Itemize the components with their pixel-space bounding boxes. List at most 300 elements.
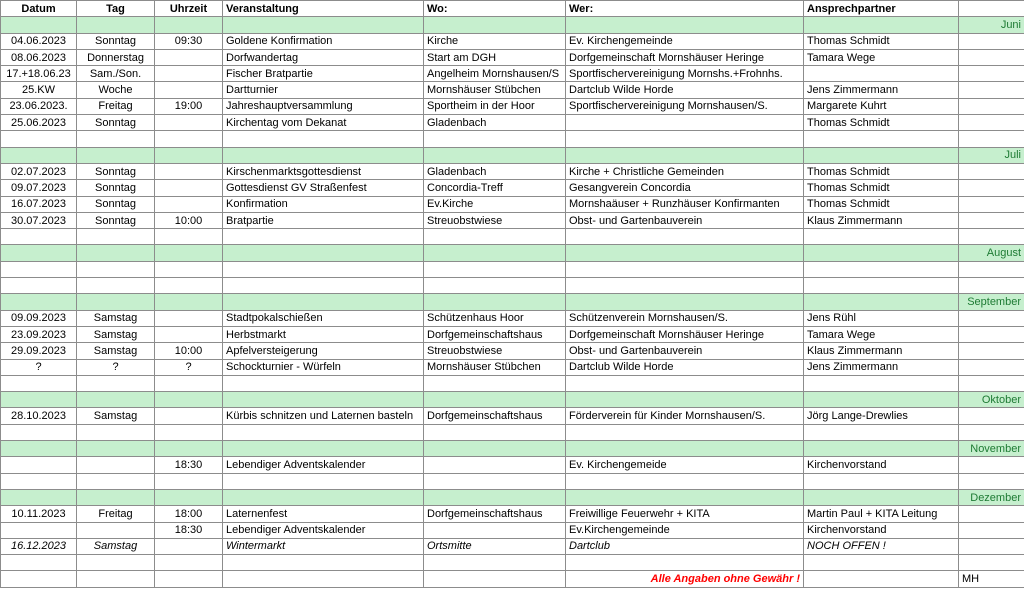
table-cell[interactable] bbox=[959, 115, 1024, 131]
table-cell[interactable]: Sportfischervereinigung Mornshausen/S. bbox=[566, 98, 804, 114]
table-cell[interactable] bbox=[804, 147, 959, 163]
table-cell[interactable]: 17.+18.06.23 bbox=[1, 66, 77, 82]
table-cell[interactable] bbox=[566, 229, 804, 245]
table-cell[interactable]: Schützenverein Mornshausen/S. bbox=[566, 310, 804, 326]
table-cell[interactable]: Thomas Schmidt bbox=[804, 196, 959, 212]
table-cell[interactable] bbox=[77, 522, 155, 538]
table-row bbox=[1, 538, 1024, 554]
table-cell[interactable]: Sonntag bbox=[77, 163, 155, 179]
table-cell[interactable] bbox=[959, 375, 1024, 391]
table-cell[interactable]: 09.09.2023 bbox=[1, 310, 77, 326]
table-row bbox=[1, 66, 1024, 82]
table-cell[interactable] bbox=[959, 408, 1024, 424]
table-cell[interactable]: 30.07.2023 bbox=[1, 212, 77, 228]
table-cell[interactable]: Martin Paul + KITA Leitung bbox=[804, 506, 959, 522]
table-cell[interactable]: 09.07.2023 bbox=[1, 180, 77, 196]
table-cell[interactable]: Fischer Bratpartie bbox=[223, 66, 424, 82]
header-uhrzeit[interactable]: Uhrzeit bbox=[155, 1, 223, 17]
table-cell[interactable] bbox=[77, 489, 155, 505]
table-cell[interactable]: Stadtpokalschießen bbox=[223, 310, 424, 326]
table-cell[interactable]: Thomas Schmidt bbox=[804, 33, 959, 49]
table-cell[interactable]: Gladenbach bbox=[424, 163, 566, 179]
table-cell[interactable] bbox=[1, 375, 77, 391]
table-cell[interactable] bbox=[155, 571, 223, 587]
table-cell[interactable] bbox=[155, 278, 223, 294]
table-cell[interactable] bbox=[77, 229, 155, 245]
table-cell[interactable] bbox=[566, 375, 804, 391]
table-cell[interactable]: Kirchentag vom Dekanat bbox=[223, 115, 424, 131]
table-cell[interactable]: Klaus Zimmermann bbox=[804, 343, 959, 359]
table-cell[interactable]: Obst- und Gartenbauverein bbox=[566, 343, 804, 359]
table-cell[interactable] bbox=[804, 294, 959, 310]
table-cell[interactable] bbox=[223, 441, 424, 457]
table-cell[interactable] bbox=[424, 473, 566, 489]
table-cell[interactable]: 10.11.2023 bbox=[1, 506, 77, 522]
table-cell[interactable] bbox=[77, 555, 155, 571]
table-cell[interactable] bbox=[804, 392, 959, 408]
table-cell[interactable]: Dorfgemeinschaft Mornshäuser Heringe bbox=[566, 326, 804, 342]
table-cell[interactable] bbox=[77, 375, 155, 391]
table-cell[interactable]: Sportfischervereinigung Mornshs.+Frohnhs. bbox=[566, 66, 804, 82]
table-cell[interactable] bbox=[424, 392, 566, 408]
table-cell[interactable]: Tamara Wege bbox=[804, 49, 959, 65]
table-cell[interactable]: NOCH OFFEN ! bbox=[804, 538, 959, 554]
table-cell[interactable] bbox=[959, 131, 1024, 147]
table-cell[interactable]: Jahreshauptversammlung bbox=[223, 98, 424, 114]
table-cell[interactable] bbox=[1, 555, 77, 571]
header-ansprechpartner[interactable]: Ansprechpartner bbox=[804, 1, 959, 17]
header-row bbox=[1, 1, 1024, 17]
author-initials[interactable]: MH bbox=[959, 571, 1024, 587]
table-cell[interactable] bbox=[566, 245, 804, 261]
table-cell[interactable]: Jörg Lange-Drewlies bbox=[804, 408, 959, 424]
table-cell[interactable] bbox=[223, 571, 424, 587]
table-cell[interactable]: Ev.Kirchengemeinde bbox=[566, 522, 804, 538]
table-cell[interactable] bbox=[155, 245, 223, 261]
header-veranstaltung[interactable]: Veranstaltung bbox=[223, 1, 424, 17]
table-cell[interactable] bbox=[424, 522, 566, 538]
table-cell[interactable] bbox=[77, 457, 155, 473]
table-cell[interactable]: 25.KW bbox=[1, 82, 77, 98]
table-cell[interactable]: Thomas Schmidt bbox=[804, 180, 959, 196]
table-cell[interactable] bbox=[77, 441, 155, 457]
table-cell[interactable]: ? bbox=[155, 359, 223, 375]
table-cell[interactable] bbox=[804, 229, 959, 245]
table-cell[interactable]: Dartclub Wilde Horde bbox=[566, 359, 804, 375]
table-cell[interactable] bbox=[155, 17, 223, 33]
month-label[interactable]: Dezember bbox=[959, 489, 1024, 505]
table-cell[interactable] bbox=[804, 375, 959, 391]
table-cell[interactable]: 02.07.2023 bbox=[1, 163, 77, 179]
table-cell[interactable] bbox=[1, 522, 77, 538]
table-cell[interactable]: Dartclub Wilde Horde bbox=[566, 82, 804, 98]
table-cell[interactable] bbox=[223, 473, 424, 489]
table-cell[interactable]: Dorfwandertag bbox=[223, 49, 424, 65]
table-cell[interactable]: Herbstmarkt bbox=[223, 326, 424, 342]
table-cell[interactable] bbox=[424, 229, 566, 245]
table-cell[interactable] bbox=[223, 489, 424, 505]
table-cell[interactable]: Gesangverein Concordia bbox=[566, 180, 804, 196]
table-cell[interactable]: Ev. Kirchengemeide bbox=[566, 457, 804, 473]
table-cell[interactable] bbox=[959, 506, 1024, 522]
table-cell[interactable] bbox=[155, 408, 223, 424]
table-cell[interactable] bbox=[959, 326, 1024, 342]
table-cell[interactable] bbox=[959, 229, 1024, 245]
table-cell[interactable] bbox=[223, 229, 424, 245]
table-cell[interactable] bbox=[155, 261, 223, 277]
table-cell[interactable]: 18:00 bbox=[155, 506, 223, 522]
table-cell[interactable] bbox=[959, 310, 1024, 326]
table-cell[interactable]: Sonntag bbox=[77, 33, 155, 49]
table-cell[interactable] bbox=[804, 278, 959, 294]
table-cell[interactable]: Sonntag bbox=[77, 196, 155, 212]
table-cell[interactable] bbox=[959, 49, 1024, 65]
table-cell[interactable] bbox=[566, 392, 804, 408]
table-cell[interactable] bbox=[223, 375, 424, 391]
table-cell[interactable] bbox=[566, 278, 804, 294]
disclaimer-text[interactable]: Alle Angaben ohne Gewähr ! bbox=[566, 571, 804, 587]
table-cell[interactable] bbox=[424, 147, 566, 163]
table-cell[interactable] bbox=[223, 245, 424, 261]
table-cell[interactable] bbox=[959, 522, 1024, 538]
table-cell[interactable] bbox=[804, 245, 959, 261]
table-cell[interactable] bbox=[959, 261, 1024, 277]
table-cell[interactable]: 10:00 bbox=[155, 343, 223, 359]
table-cell[interactable]: 19:00 bbox=[155, 98, 223, 114]
table-cell[interactable]: 29.09.2023 bbox=[1, 343, 77, 359]
table-cell[interactable]: Jens Zimmermann bbox=[804, 359, 959, 375]
table-cell[interactable] bbox=[566, 147, 804, 163]
table-cell[interactable]: Sonntag bbox=[77, 115, 155, 131]
table-cell[interactable]: Konfirmation bbox=[223, 196, 424, 212]
table-cell[interactable]: Dorfgemeinschaftshaus bbox=[424, 408, 566, 424]
table-cell[interactable] bbox=[1, 571, 77, 587]
table-cell[interactable] bbox=[155, 294, 223, 310]
table-cell[interactable]: Sam./Son. bbox=[77, 66, 155, 82]
table-cell[interactable] bbox=[424, 424, 566, 440]
table-cell[interactable] bbox=[155, 196, 223, 212]
table-cell[interactable]: Kirchenvorstand bbox=[804, 522, 959, 538]
table-cell[interactable] bbox=[959, 343, 1024, 359]
table-cell[interactable]: 25.06.2023 bbox=[1, 115, 77, 131]
table-cell[interactable] bbox=[804, 17, 959, 33]
table-cell[interactable]: ? bbox=[77, 359, 155, 375]
table-cell[interactable] bbox=[959, 473, 1024, 489]
table-cell[interactable] bbox=[77, 245, 155, 261]
table-cell[interactable]: Dorfgemeinschaftshaus bbox=[424, 326, 566, 342]
table-cell[interactable]: Wintermarkt bbox=[223, 538, 424, 554]
table-cell[interactable] bbox=[566, 261, 804, 277]
table-cell[interactable]: Klaus Zimmermann bbox=[804, 212, 959, 228]
header-extra[interactable] bbox=[959, 1, 1024, 17]
table-cell[interactable]: Ev.Kirche bbox=[424, 196, 566, 212]
table-cell[interactable] bbox=[804, 555, 959, 571]
table-cell[interactable] bbox=[424, 375, 566, 391]
table-cell[interactable]: Streuobstwiese bbox=[424, 212, 566, 228]
table-cell[interactable] bbox=[155, 66, 223, 82]
table-cell[interactable] bbox=[959, 278, 1024, 294]
table-cell[interactable] bbox=[223, 392, 424, 408]
table-cell[interactable] bbox=[1, 278, 77, 294]
table-cell[interactable]: Dorfgemeinschaftshaus bbox=[424, 506, 566, 522]
table-body bbox=[1, 17, 1024, 587]
table-cell[interactable] bbox=[424, 261, 566, 277]
table-cell[interactable] bbox=[155, 310, 223, 326]
table-cell[interactable] bbox=[1, 392, 77, 408]
table-cell[interactable]: Samstag bbox=[77, 408, 155, 424]
table-cell[interactable] bbox=[155, 441, 223, 457]
table-cell[interactable]: Schockturnier - Würfeln bbox=[223, 359, 424, 375]
table-cell[interactable] bbox=[424, 245, 566, 261]
table-cell[interactable] bbox=[566, 555, 804, 571]
table-cell[interactable]: Tamara Wege bbox=[804, 326, 959, 342]
table-cell[interactable] bbox=[804, 261, 959, 277]
table-cell[interactable] bbox=[1, 131, 77, 147]
month-label[interactable]: Juni bbox=[959, 17, 1024, 33]
table-cell[interactable]: Ortsmitte bbox=[424, 538, 566, 554]
table-cell[interactable]: Jens Zimmermann bbox=[804, 82, 959, 98]
table-cell[interactable]: 09:30 bbox=[155, 33, 223, 49]
table-cell[interactable]: Samstag bbox=[77, 326, 155, 342]
table-cell[interactable] bbox=[566, 115, 804, 131]
table-cell[interactable] bbox=[223, 278, 424, 294]
table-cell[interactable] bbox=[223, 147, 424, 163]
table-cell[interactable] bbox=[424, 571, 566, 587]
table-cell[interactable]: Mornshäuser Stübchen bbox=[424, 82, 566, 98]
table-cell[interactable]: Streuobstwiese bbox=[424, 343, 566, 359]
table-row bbox=[1, 359, 1024, 375]
table-cell[interactable]: Samstag bbox=[77, 310, 155, 326]
header-datum[interactable]: Datum bbox=[1, 1, 77, 17]
table-cell[interactable] bbox=[804, 489, 959, 505]
table-cell[interactable]: Kirschenmarktsgottesdienst bbox=[223, 163, 424, 179]
table-cell[interactable] bbox=[424, 17, 566, 33]
table-cell[interactable]: Mornshäuser Stübchen bbox=[424, 359, 566, 375]
table-row bbox=[1, 408, 1024, 424]
empty-row bbox=[1, 424, 1024, 440]
table-cell[interactable]: 28.10.2023 bbox=[1, 408, 77, 424]
table-row bbox=[1, 506, 1024, 522]
table-cell[interactable] bbox=[424, 555, 566, 571]
table-cell[interactable]: Apfelversteigerung bbox=[223, 343, 424, 359]
table-cell[interactable] bbox=[223, 261, 424, 277]
table-cell[interactable]: Freitag bbox=[77, 506, 155, 522]
table-cell[interactable]: Ev. Kirchengemeinde bbox=[566, 33, 804, 49]
table-cell[interactable] bbox=[959, 66, 1024, 82]
table-cell[interactable]: Thomas Schmidt bbox=[804, 115, 959, 131]
table-cell[interactable]: Mornshaäuser + Runzhäuser Konfirmanten bbox=[566, 196, 804, 212]
table-cell[interactable] bbox=[959, 33, 1024, 49]
table-cell[interactable]: Kürbis schnitzen und Laternen basteln bbox=[223, 408, 424, 424]
table-cell[interactable] bbox=[77, 571, 155, 587]
table-cell[interactable]: Thomas Schmidt bbox=[804, 163, 959, 179]
table-cell[interactable] bbox=[804, 66, 959, 82]
table-cell[interactable] bbox=[77, 392, 155, 408]
table-cell[interactable] bbox=[155, 180, 223, 196]
table-cell[interactable] bbox=[424, 489, 566, 505]
table-cell[interactable]: Schützenhaus Hoor bbox=[424, 310, 566, 326]
table-cell[interactable] bbox=[155, 229, 223, 245]
table-cell[interactable]: Lebendiger Adventskalender bbox=[223, 522, 424, 538]
table-cell[interactable]: Lebendiger Adventskalender bbox=[223, 457, 424, 473]
table-cell[interactable] bbox=[566, 473, 804, 489]
table-cell[interactable] bbox=[77, 147, 155, 163]
table-cell[interactable]: Woche bbox=[77, 82, 155, 98]
table-cell[interactable] bbox=[959, 180, 1024, 196]
table-cell[interactable]: Freiwillige Feuerwehr + KITA bbox=[566, 506, 804, 522]
table-cell[interactable] bbox=[223, 131, 424, 147]
table-cell[interactable]: Dartturnier bbox=[223, 82, 424, 98]
table-cell[interactable] bbox=[1, 473, 77, 489]
table-cell[interactable]: Freitag bbox=[77, 98, 155, 114]
table-cell[interactable] bbox=[1, 457, 77, 473]
table-cell[interactable] bbox=[959, 424, 1024, 440]
table-cell[interactable] bbox=[155, 49, 223, 65]
table-cell[interactable] bbox=[77, 17, 155, 33]
table-cell[interactable] bbox=[155, 424, 223, 440]
table-cell[interactable] bbox=[959, 538, 1024, 554]
header-wo[interactable]: Wo: bbox=[424, 1, 566, 17]
table-cell[interactable] bbox=[566, 424, 804, 440]
table-cell[interactable] bbox=[155, 489, 223, 505]
table-cell[interactable]: Kirchenvorstand bbox=[804, 457, 959, 473]
table-cell[interactable] bbox=[566, 131, 804, 147]
table-cell[interactable] bbox=[77, 473, 155, 489]
table-cell[interactable] bbox=[804, 131, 959, 147]
table-cell[interactable]: Angelheim Mornshausen/S bbox=[424, 66, 566, 82]
table-cell[interactable]: 18:30 bbox=[155, 457, 223, 473]
table-cell[interactable] bbox=[804, 424, 959, 440]
month-label[interactable]: September bbox=[959, 294, 1024, 310]
table-cell[interactable]: Bratpartie bbox=[223, 212, 424, 228]
table-cell[interactable]: Kirche bbox=[424, 33, 566, 49]
table-cell[interactable]: Dartclub bbox=[566, 538, 804, 554]
table-cell[interactable] bbox=[1, 229, 77, 245]
table-cell[interactable] bbox=[424, 441, 566, 457]
table-cell[interactable]: 04.06.2023 bbox=[1, 33, 77, 49]
table-cell[interactable]: Jens Rühl bbox=[804, 310, 959, 326]
table-cell[interactable]: Förderverein für Kinder Mornshausen/S. bbox=[566, 408, 804, 424]
table-cell[interactable] bbox=[804, 473, 959, 489]
table-cell[interactable] bbox=[223, 294, 424, 310]
table-cell[interactable]: 23.09.2023 bbox=[1, 326, 77, 342]
table-cell[interactable]: ? bbox=[1, 359, 77, 375]
table-cell[interactable]: 08.06.2023 bbox=[1, 49, 77, 65]
table-cell[interactable] bbox=[1, 147, 77, 163]
table-cell[interactable] bbox=[804, 441, 959, 457]
table-cell[interactable] bbox=[155, 555, 223, 571]
table-cell[interactable] bbox=[1, 424, 77, 440]
table-cell[interactable] bbox=[77, 278, 155, 294]
month-label[interactable]: Juli bbox=[959, 147, 1024, 163]
table-row bbox=[1, 115, 1024, 131]
table-cell[interactable] bbox=[155, 163, 223, 179]
table-cell[interactable] bbox=[155, 326, 223, 342]
header-tag[interactable]: Tag bbox=[77, 1, 155, 17]
table-cell[interactable]: Sonntag bbox=[77, 212, 155, 228]
table-cell[interactable]: 10:00 bbox=[155, 212, 223, 228]
table-cell[interactable]: Dorfgemeinschaft Mornshäuser Heringe bbox=[566, 49, 804, 65]
table-cell[interactable] bbox=[424, 457, 566, 473]
table-cell[interactable]: Start am DGH bbox=[424, 49, 566, 65]
table-cell[interactable] bbox=[959, 359, 1024, 375]
table-cell[interactable] bbox=[155, 538, 223, 554]
table-cell[interactable] bbox=[959, 457, 1024, 473]
table-cell[interactable] bbox=[77, 261, 155, 277]
table-cell[interactable]: 16.12.2023 bbox=[1, 538, 77, 554]
table-cell[interactable] bbox=[155, 131, 223, 147]
table-cell[interactable]: Margarete Kuhrt bbox=[804, 98, 959, 114]
table-cell[interactable] bbox=[155, 392, 223, 408]
table-cell[interactable] bbox=[1, 17, 77, 33]
table-cell[interactable]: 18:30 bbox=[155, 522, 223, 538]
table-cell[interactable] bbox=[959, 163, 1024, 179]
table-cell[interactable] bbox=[77, 294, 155, 310]
table-cell[interactable] bbox=[566, 294, 804, 310]
table-cell[interactable] bbox=[223, 424, 424, 440]
table-cell[interactable] bbox=[1, 441, 77, 457]
table-row bbox=[1, 196, 1024, 212]
table-cell[interactable] bbox=[959, 212, 1024, 228]
table-cell[interactable] bbox=[223, 17, 424, 33]
table-cell[interactable] bbox=[77, 424, 155, 440]
header-wer[interactable]: Wer: bbox=[566, 1, 804, 17]
table-cell[interactable] bbox=[424, 131, 566, 147]
table-cell[interactable] bbox=[804, 571, 959, 587]
table-cell[interactable]: Gladenbach bbox=[424, 115, 566, 131]
table-cell[interactable]: Sonntag bbox=[77, 180, 155, 196]
table-cell[interactable] bbox=[155, 147, 223, 163]
month-label[interactable]: November bbox=[959, 441, 1024, 457]
table-cell[interactable] bbox=[959, 196, 1024, 212]
table-cell[interactable] bbox=[155, 82, 223, 98]
table-cell[interactable] bbox=[1, 261, 77, 277]
table-cell[interactable]: Donnerstag bbox=[77, 49, 155, 65]
table-row bbox=[1, 180, 1024, 196]
table-row bbox=[1, 49, 1024, 65]
table-cell[interactable] bbox=[77, 131, 155, 147]
month-label[interactable]: August bbox=[959, 245, 1024, 261]
table-cell[interactable] bbox=[959, 98, 1024, 114]
table-cell[interactable]: 16.07.2023 bbox=[1, 196, 77, 212]
table-cell[interactable]: Laternenfest bbox=[223, 506, 424, 522]
table-cell[interactable] bbox=[959, 82, 1024, 98]
table-cell[interactable]: Sportheim in der Hoor bbox=[424, 98, 566, 114]
month-label[interactable]: Oktober bbox=[959, 392, 1024, 408]
table-cell[interactable] bbox=[959, 555, 1024, 571]
table-cell[interactable] bbox=[1, 245, 77, 261]
table-cell[interactable] bbox=[566, 17, 804, 33]
table-cell[interactable] bbox=[1, 294, 77, 310]
table-cell[interactable]: Samstag bbox=[77, 343, 155, 359]
table-cell[interactable]: 23.06.2023. bbox=[1, 98, 77, 114]
table-cell[interactable] bbox=[424, 278, 566, 294]
table-cell[interactable]: Gottesdienst GV Straßenfest bbox=[223, 180, 424, 196]
table-cell[interactable]: Obst- und Gartenbauverein bbox=[566, 212, 804, 228]
table-cell[interactable] bbox=[566, 441, 804, 457]
table-cell[interactable]: Samstag bbox=[77, 538, 155, 554]
table-cell[interactable]: Goldene Konfirmation bbox=[223, 33, 424, 49]
table-cell[interactable] bbox=[424, 294, 566, 310]
table-cell[interactable]: Kirche + Christliche Gemeinden bbox=[566, 163, 804, 179]
table-cell[interactable] bbox=[1, 489, 77, 505]
table-cell[interactable] bbox=[566, 489, 804, 505]
table-cell[interactable] bbox=[155, 375, 223, 391]
table-cell[interactable] bbox=[223, 555, 424, 571]
table-cell[interactable] bbox=[155, 115, 223, 131]
table-cell[interactable]: Concordia-Treff bbox=[424, 180, 566, 196]
table-cell[interactable] bbox=[155, 473, 223, 489]
